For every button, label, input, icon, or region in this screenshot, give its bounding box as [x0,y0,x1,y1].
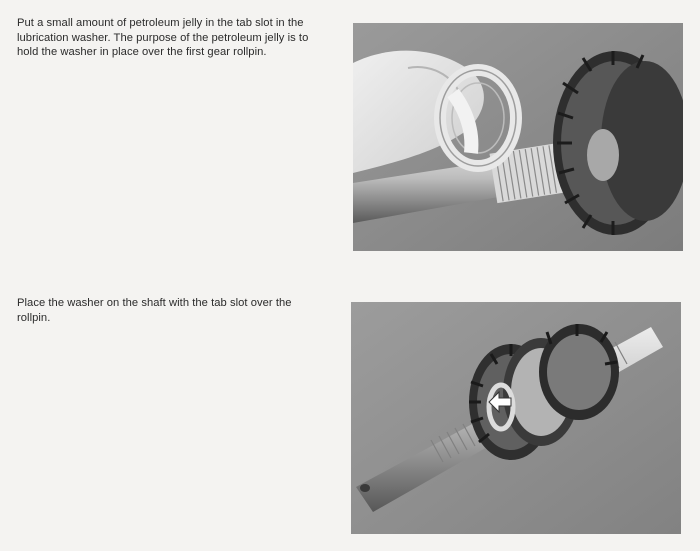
step-2-instruction: Place the washer on the shaft with the tab slot over the rollpin. [17,297,292,324]
photo-washer-on-shaft [351,302,681,534]
photo-washer-in-hand [353,23,683,251]
step-1-instruction: Put a small amount of petroleum jelly in the tab slot in the lubrication washer. The purpose of the petroleum jelly is to hold the washer in place over the first gear rollpin. [17,17,309,59]
